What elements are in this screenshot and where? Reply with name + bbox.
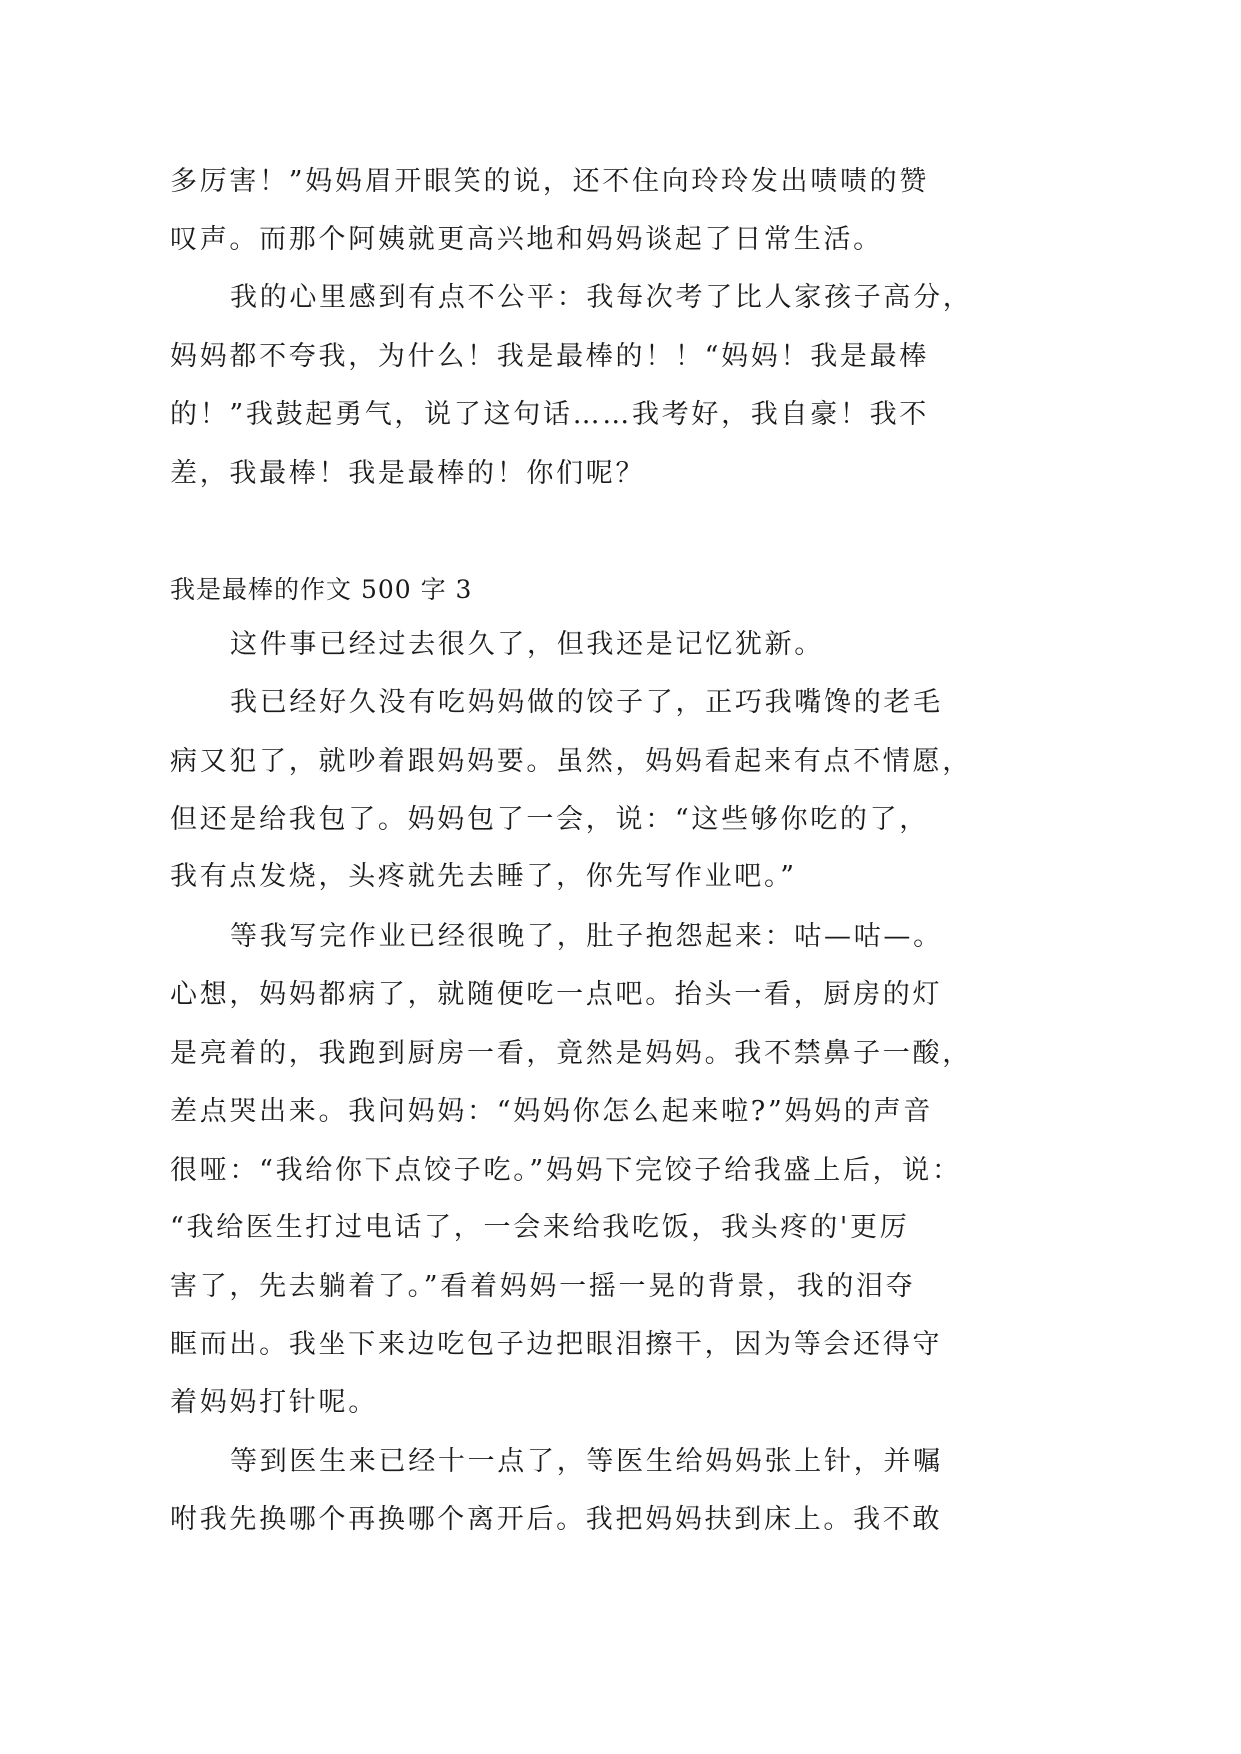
text-line: 是亮着的，我跑到厨房一看，竟然是妈妈。我不禁鼻子一酸，: [170, 1038, 972, 1069]
paragraph-first-line: 等我写完作业已经很晚了，肚子抱怨起来：咕—咕—。: [230, 921, 943, 952]
text-line: 差点哭出来。我问妈妈：“妈妈你怎么起来啦?”妈妈的声音: [170, 1096, 933, 1127]
text-line: 很哑：“我给你下点饺子吃。”妈妈下完饺子给我盛上后，说：: [170, 1155, 962, 1186]
paragraph-first-line: 我已经好久没有吃妈妈做的饺子了，正巧我嘴馋的老毛: [230, 687, 943, 718]
text-line: 差，我最棒！我是最棒的！你们呢？: [170, 458, 646, 489]
text-line: 但还是给我包了。妈妈包了一会，说：“这些够你吃的了，: [170, 804, 930, 835]
paragraph-first-line: 这件事已经过去很久了，但我还是记忆犹新。: [230, 629, 824, 660]
text-line: 着妈妈打针呢。: [170, 1387, 378, 1418]
text-line: 害了，先去躺着了。”看着妈妈一摇一晃的背景，我的泪夺: [170, 1271, 916, 1302]
text-line: 心想，妈妈都病了，就随便吃一点吧。抬头一看，厨房的灯: [170, 979, 943, 1010]
section-heading: 我是最棒的作文 500 字 3: [170, 575, 473, 604]
text-line: 病又犯了，就吵着跟妈妈要。虽然，妈妈看起来有点不情愿，: [170, 746, 972, 777]
paragraph-first-line: 我的心里感到有点不公平：我每次考了比人家孩子高分，: [230, 282, 973, 313]
text-line: 妈妈都不夸我，为什么！我是最棒的！！“妈妈！我是最棒: [170, 341, 930, 372]
text-line: 眶而出。我坐下来边吃包子边把眼泪擦干，因为等会还得守: [170, 1329, 943, 1360]
text-line: 的！”我鼓起勇气，说了这句话……我考好，我自豪！我不: [170, 399, 930, 430]
text-line: 咐我先换哪个再换哪个离开后。我把妈妈扶到床上。我不敢: [170, 1504, 943, 1535]
text-line: 叹声。而那个阿姨就更高兴地和妈妈谈起了日常生活。: [170, 224, 883, 255]
text-line: 多厉害！”妈妈眉开眼笑的说，还不住向玲玲发出啧啧的赞: [170, 166, 930, 197]
text-line: 我有点发烧，头疼就先去睡了，你先写作业吧。”: [170, 861, 797, 892]
paragraph-first-line: 等到医生来已经十一点了，等医生给妈妈张上针，并嘱: [230, 1446, 943, 1477]
text-line: “我给医生打过电话了，一会来给我吃饭，我头疼的'更厉: [170, 1212, 910, 1243]
